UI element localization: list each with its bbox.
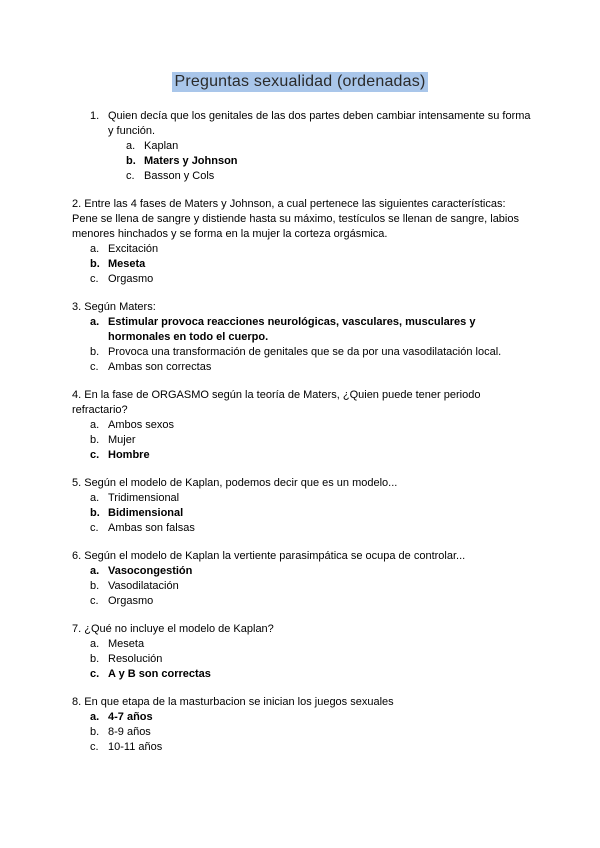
question-6-text: 6. Según el modelo de Kaplan la vertiente parasimpática se ocupa de controlar... xyxy=(72,550,466,562)
question-4-options xyxy=(72,418,532,463)
option-marker: b. xyxy=(90,726,100,738)
question-5 xyxy=(72,476,532,536)
option-text: Ambos sexos xyxy=(108,419,175,431)
question-4 xyxy=(72,388,532,463)
option-marker: c. xyxy=(90,361,99,373)
question-8-options xyxy=(72,710,532,755)
question-1-option-b xyxy=(72,154,532,169)
option-text: Meseta xyxy=(108,258,146,270)
question-5-text: 5. Según el modelo de Kaplan, podemos decir que es un modelo... xyxy=(72,477,398,489)
question-3-text: 3. Según Maters: xyxy=(72,301,156,313)
option-text: A y B son correctas xyxy=(108,668,211,680)
option-text: Resolución xyxy=(108,653,163,665)
question-8-option-b xyxy=(72,725,532,740)
question-2-option-b xyxy=(72,257,532,272)
option-marker: b. xyxy=(90,507,100,519)
question-6-option-a xyxy=(72,564,532,579)
option-text: Orgasmo xyxy=(108,273,154,285)
question-2-text: 2. Entre las 4 fases de Maters y Johnson, a cual pertenece las siguientes características: Pene se llena de sangre y distiende hasta su máximo, testículos se llenan de sangre, labios menores hinchados y se forma en la mujer la corteza orgásmica. xyxy=(72,198,519,240)
option-text: Hombre xyxy=(108,449,150,461)
question-1 xyxy=(72,109,532,184)
question-6-option-b xyxy=(72,579,532,594)
question-6 xyxy=(72,549,532,609)
title-container xyxy=(0,72,600,92)
option-text: Bidimensional xyxy=(108,507,184,519)
option-text: Tridimensional xyxy=(108,492,180,504)
option-marker: c. xyxy=(90,522,99,534)
question-8-option-a xyxy=(72,710,532,725)
option-marker: a. xyxy=(90,711,100,723)
question-7-options xyxy=(72,637,532,682)
option-marker: b. xyxy=(90,580,100,592)
question-2 xyxy=(72,197,532,287)
option-text: 8-9 años xyxy=(108,726,151,738)
option-text: Meseta xyxy=(108,638,145,650)
question-7-option-b xyxy=(72,652,532,667)
question-2-option-a xyxy=(72,242,532,257)
option-marker: c. xyxy=(126,170,135,182)
option-marker: c. xyxy=(90,449,100,461)
question-8-option-c xyxy=(72,740,532,755)
option-marker: a. xyxy=(90,243,100,255)
question-4-option-c xyxy=(72,448,532,463)
question-7 xyxy=(72,622,532,682)
question-1-option-a xyxy=(72,139,532,154)
question-1-text: Quien decía que los genitales de las dos partes deben cambiar intensamente su forma y función. xyxy=(108,110,531,137)
option-text: Estimular provoca reacciones neurológicas, vasculares, musculares y hormonales en todo el cuerpo. xyxy=(108,316,476,343)
question-7-option-a xyxy=(72,637,532,652)
question-1-number: 1. xyxy=(90,110,100,122)
option-text: Maters y Johnson xyxy=(144,155,238,167)
question-3-option-c xyxy=(72,360,532,375)
option-text: 4-7 años xyxy=(108,711,153,723)
question-5-option-b xyxy=(72,506,532,521)
option-marker: a. xyxy=(126,140,136,152)
question-8-text: 8. En que etapa de la masturbacion se inician los juegos sexuales xyxy=(72,696,394,708)
option-text: Orgasmo xyxy=(108,595,154,607)
question-2-option-c xyxy=(72,272,532,287)
option-text: Provoca una transformación de genitales que se da por una vasodilatación local. xyxy=(108,346,502,358)
option-marker: c. xyxy=(90,668,100,680)
option-marker: a. xyxy=(90,565,100,577)
option-marker: c. xyxy=(90,741,99,753)
option-text: Basson y Cols xyxy=(144,170,215,182)
question-6-options xyxy=(72,564,532,609)
option-text: Ambas son correctas xyxy=(108,361,212,373)
option-marker: a. xyxy=(90,638,100,650)
question-4-text: 4. En la fase de ORGASMO según la teoría de Maters, ¿Quien puede tener periodo refractario? xyxy=(72,389,481,416)
question-3-options xyxy=(72,315,532,375)
option-text: Mujer xyxy=(108,434,136,446)
question-3-option-b xyxy=(72,345,532,360)
question-1-stem xyxy=(72,109,532,139)
question-5-option-c xyxy=(72,521,532,536)
option-text: Vasocongestión xyxy=(108,565,193,577)
option-marker: c. xyxy=(90,595,99,607)
option-text: Kaplan xyxy=(144,140,179,152)
option-text: Vasodilatación xyxy=(108,580,179,592)
question-7-text: 7. ¿Qué no incluye el modelo de Kaplan? xyxy=(72,623,274,635)
question-5-option-a xyxy=(72,491,532,506)
option-marker: c. xyxy=(90,273,99,285)
question-2-options xyxy=(72,242,532,287)
question-3-option-a xyxy=(72,315,532,345)
question-5-options xyxy=(72,491,532,536)
question-8 xyxy=(72,695,532,755)
question-4-option-a xyxy=(72,418,532,433)
question-6-option-c xyxy=(72,594,532,609)
option-marker: b. xyxy=(90,258,100,270)
option-marker: a. xyxy=(90,419,100,431)
option-marker: a. xyxy=(90,492,100,504)
option-marker: a. xyxy=(90,316,100,328)
question-4-option-b xyxy=(72,433,532,448)
option-marker: b. xyxy=(90,653,100,665)
document-title[interactable]: Preguntas sexualidad (ordenadas) xyxy=(174,73,426,90)
option-marker: b. xyxy=(126,155,136,167)
question-1-options xyxy=(72,139,532,184)
question-7-option-c xyxy=(72,667,532,682)
option-text: Excitación xyxy=(108,243,159,255)
question-1-option-c xyxy=(72,169,532,184)
option-text: 10-11 años xyxy=(108,741,163,753)
question-3 xyxy=(72,300,532,375)
option-marker: b. xyxy=(90,434,100,446)
option-text: Ambas son falsas xyxy=(108,522,195,534)
option-marker: b. xyxy=(90,346,100,358)
